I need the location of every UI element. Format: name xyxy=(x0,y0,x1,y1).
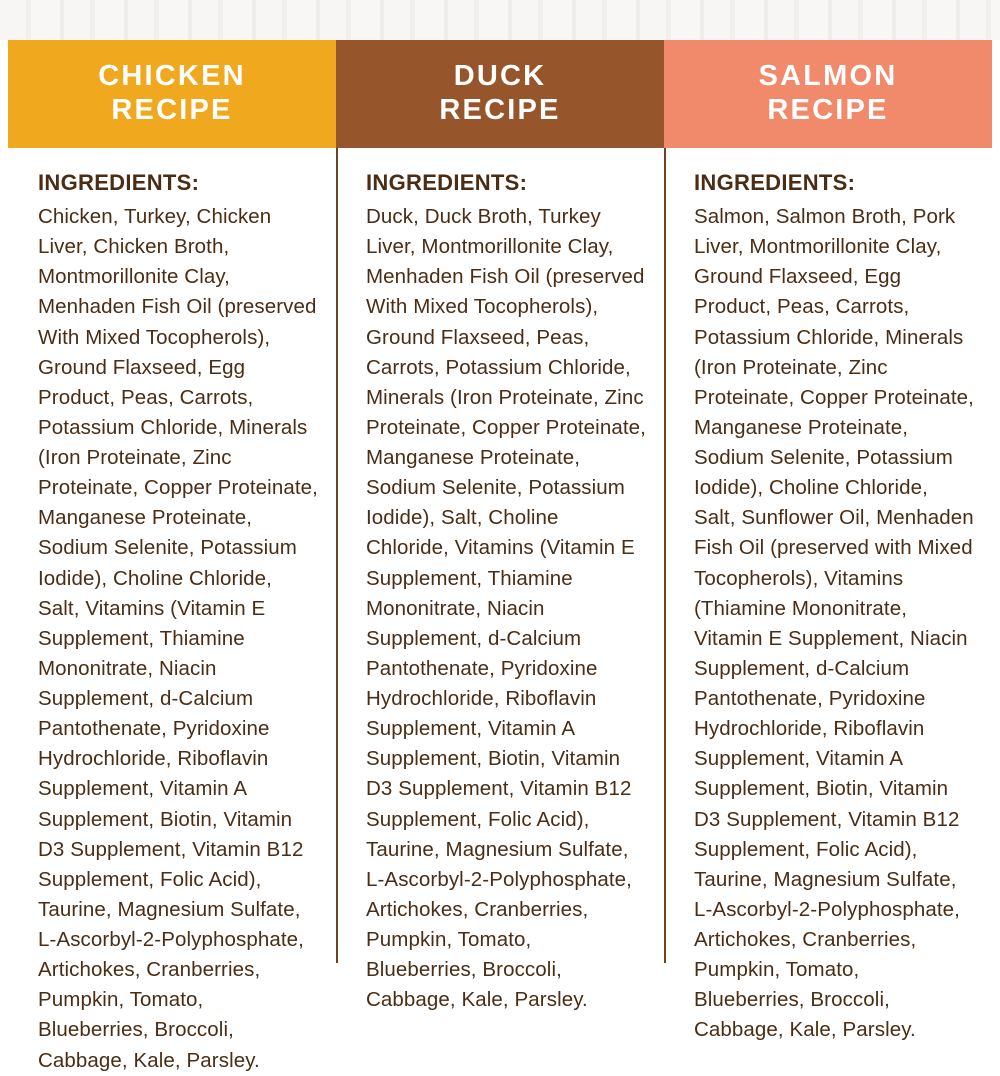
recipe-column-duck xyxy=(336,40,664,1076)
recipe-title-line1: CHICKEN xyxy=(98,60,246,93)
recipe-column-chicken xyxy=(8,40,336,1076)
recipe-title-line1: DUCK xyxy=(453,60,547,93)
ingredients-text: Duck, Duck Broth, Turkey Liver, Montmorillonite Clay, Menhaden Fish Oil (preserved With Mixed Tocopherols), Ground Flaxseed, Peas, Carrots, Potassium Chloride, Minerals (Iron Proteinate, Zinc Proteinate, Copper Proteinate, Manganese Proteinate, Sodium Selenite, Potassium Iodide), Salt, Choline Chloride, Vitamins (Vitamin E Supplement, Thiamine Mononitrate, Niacin Supplement, d-Calcium Pantothenate, Pyridoxine Hydrochloride, Riboflavin Supplement, Vitamin A Supplement, Biotin, Vitamin D3 Supplement, Vitamin B12 Supplement, Folic Acid), Taurine, Magnesium Sulfate, L-Ascorbyl-2-Polyphosphate, Artichokes, Cranberries, Pumpkin, Tomato, Blueberries, Broccoli, Cabbage, Kale, Parsley. xyxy=(366,205,646,1012)
background-texture-strip xyxy=(0,0,1000,40)
column-divider xyxy=(664,148,666,963)
ingredients-label: INGREDIENTS: xyxy=(38,170,200,195)
ingredients-text: Salmon, Salmon Broth, Pork Liver, Montmorillonite Clay, Ground Flaxseed, Egg Product, Peas, Carrots, Potassium Chloride, Minerals (Iron Proteinate, Zinc Proteinate, Copper Proteinate, Manganese Proteinate, Sodium Selenite, Potassium Iodide), Choline Chloride, Salt, Sunflower Oil, Menhaden Fish Oil (preserved with Mixed Tocopherols), Vitamins (Thiamine Mononitrate, Vitamin E Supplement, Niacin Supplement, d-Calcium Pantothenate, Pyridoxine Hydrochloride, Riboflavin Supplement, Vitamin A Supplement, Biotin, Vitamin D3 Supplement, Vitamin B12 Supplement, Folic Acid), Taurine, Magnesium Sulfate, L-Ascorbyl-2-Polyphosphate, Artichokes, Cranberries, Pumpkin, Tomato, Blueberries, Broccoli, Cabbage, Kale, Parsley. xyxy=(694,205,974,1042)
column-divider xyxy=(336,148,338,963)
ingredients-label: INGREDIENTS: xyxy=(694,170,856,195)
recipe-body-chicken xyxy=(8,148,336,1076)
recipe-title-line2: RECIPE xyxy=(439,94,561,126)
ingredients-label: INGREDIENTS: xyxy=(366,170,528,195)
recipe-body-duck xyxy=(336,148,664,1015)
recipe-header-salmon xyxy=(664,40,992,148)
recipe-header-chicken xyxy=(8,40,336,148)
recipe-body-salmon xyxy=(664,148,992,1046)
ingredients-text: Chicken, Turkey, Chicken Liver, Chicken Broth, Montmorillonite Clay, Menhaden Fish Oil (preserved With Mixed Tocopherols), Ground Flaxseed, Egg Product, Peas, Carrots, Potassium Chloride, Minerals (Iron Proteinate, Zinc Proteinate, Copper Proteinate, Manganese Proteinate, Sodium Selenite, Potassium Iodide), Choline Chloride, Salt, Vitamins (Vitamin E Supplement, Thiamine Mononitrate, Niacin Supplement, d-Calcium Pantothenate, Pyridoxine Hydrochloride, Riboflavin Supplement, Vitamin A Supplement, Biotin, Vitamin D3 Supplement, Vitamin B12 Supplement, Folic Acid), Taurine, Magnesium Sulfate, L-Ascorbyl-2-Polyphosphate, Artichokes, Cranberries, Pumpkin, Tomato, Blueberries, Broccoli, Cabbage, Kale, Parsley. xyxy=(38,205,318,1072)
recipe-columns xyxy=(8,40,992,1076)
recipe-column-salmon xyxy=(664,40,992,1076)
recipe-header-duck xyxy=(336,40,664,148)
recipe-title-line2: RECIPE xyxy=(111,94,233,126)
recipe-title-line2: RECIPE xyxy=(767,94,889,126)
recipe-title-line1: SALMON xyxy=(758,60,898,93)
